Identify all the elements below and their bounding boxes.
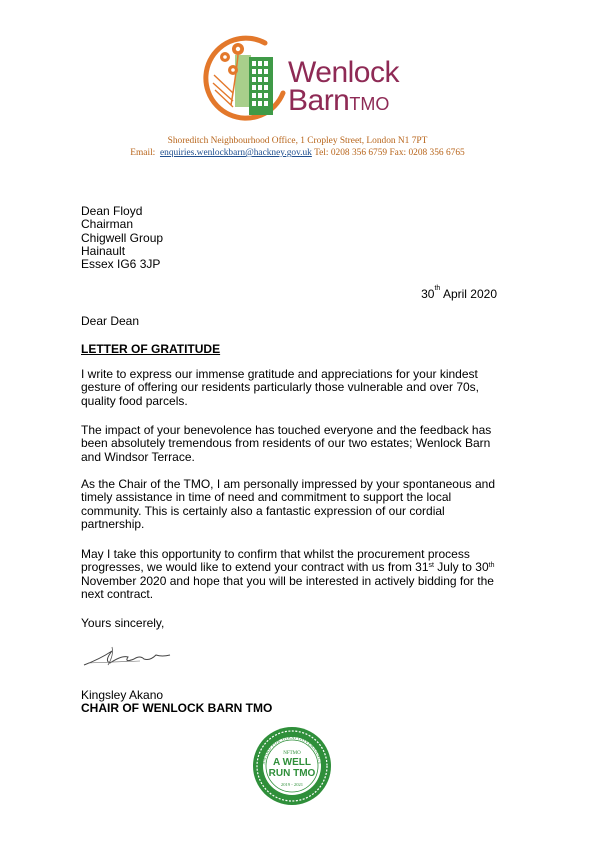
recipient-name: Dean Floyd [81, 204, 143, 218]
contact-line [0, 148, 595, 158]
seal-ring-text: AWARD FOR GOOD GOVERNANCE [261, 734, 323, 765]
paragraph-4 [81, 548, 506, 602]
brand-name [288, 58, 399, 116]
letter-heading: LETTER OF GRATITUDE [81, 342, 221, 356]
p4-part-b: July to 30 [433, 560, 489, 575]
recipient-address [81, 205, 163, 271]
date-suffix: th [434, 285, 441, 292]
recipient-town: Hainault [81, 243, 126, 258]
brand-line2 [288, 86, 399, 116]
seal-years: 2019 - 2021 [280, 782, 304, 787]
p4-sup-1: st [428, 562, 434, 570]
award-seal-icon [251, 725, 333, 807]
recipient-title: Chairman [81, 217, 134, 232]
p4-part-c: November 2020 and hope that you will be interested in actively bidding for the next contract. [81, 573, 494, 602]
letter-date [421, 287, 497, 301]
date-day: 30 [421, 287, 435, 301]
paragraph-1: I write to express our immense gratitude and appreciations for your kindest gesture of offering our residents particularly those vulnerable and over 70s, quality food parcels. [81, 367, 480, 408]
paragraph-3: As the Chair of the TMO, I am personally impressed by your spontaneous and timely assistance in time of need and commitment to support the local community. This is certainly also a fantastic expression of our cordial partnership. [81, 477, 495, 532]
recipient-postcode: Essex IG6 3JP [81, 257, 161, 272]
brand-tmo: TMO [349, 94, 390, 114]
date-rest: April 2020 [440, 287, 497, 301]
seal-line1: A WELL [273, 757, 311, 768]
email-label: Email: [130, 148, 156, 158]
signatory-title: CHAIR OF WENLOCK BARN TMO [81, 701, 273, 715]
signatory-name: Kingsley Akano [81, 688, 164, 702]
tel-fax: Tel: 0208 356 6759 Fax: 0208 356 6765 [314, 148, 465, 158]
seal-org: NFTMO [283, 751, 301, 756]
closing: Yours sincerely, [81, 616, 165, 630]
office-address: Shoreditch Neighbourhood Office, 1 Cropley Street, London N1 7PT [167, 136, 428, 146]
brand-line1: Wenlock [288, 56, 399, 89]
p4-sup-2: th [488, 562, 495, 570]
email-link[interactable]: enquiries.wenlockbarn@hackney.gov.uk [159, 148, 312, 158]
seal-line2: RUN TMO [268, 768, 316, 779]
wenlock-barn-logo-icon [203, 35, 293, 125]
brand-barn: Barn [288, 84, 350, 117]
paragraph-2: The impact of your benevolence has touched everyone and the feedback has been absolutely tremendous from residents of our two estates; Wenlock Barn and Windsor Terrace. [81, 423, 492, 464]
salutation: Dear Dean [81, 314, 140, 328]
p4-part-a: May I take this opportunity to confirm that whilst the procurement process progresses, we would like to extend your contract with us from 31 [81, 547, 470, 575]
recipient-company: Chigwell Group [81, 230, 164, 245]
signature-icon [82, 641, 182, 671]
